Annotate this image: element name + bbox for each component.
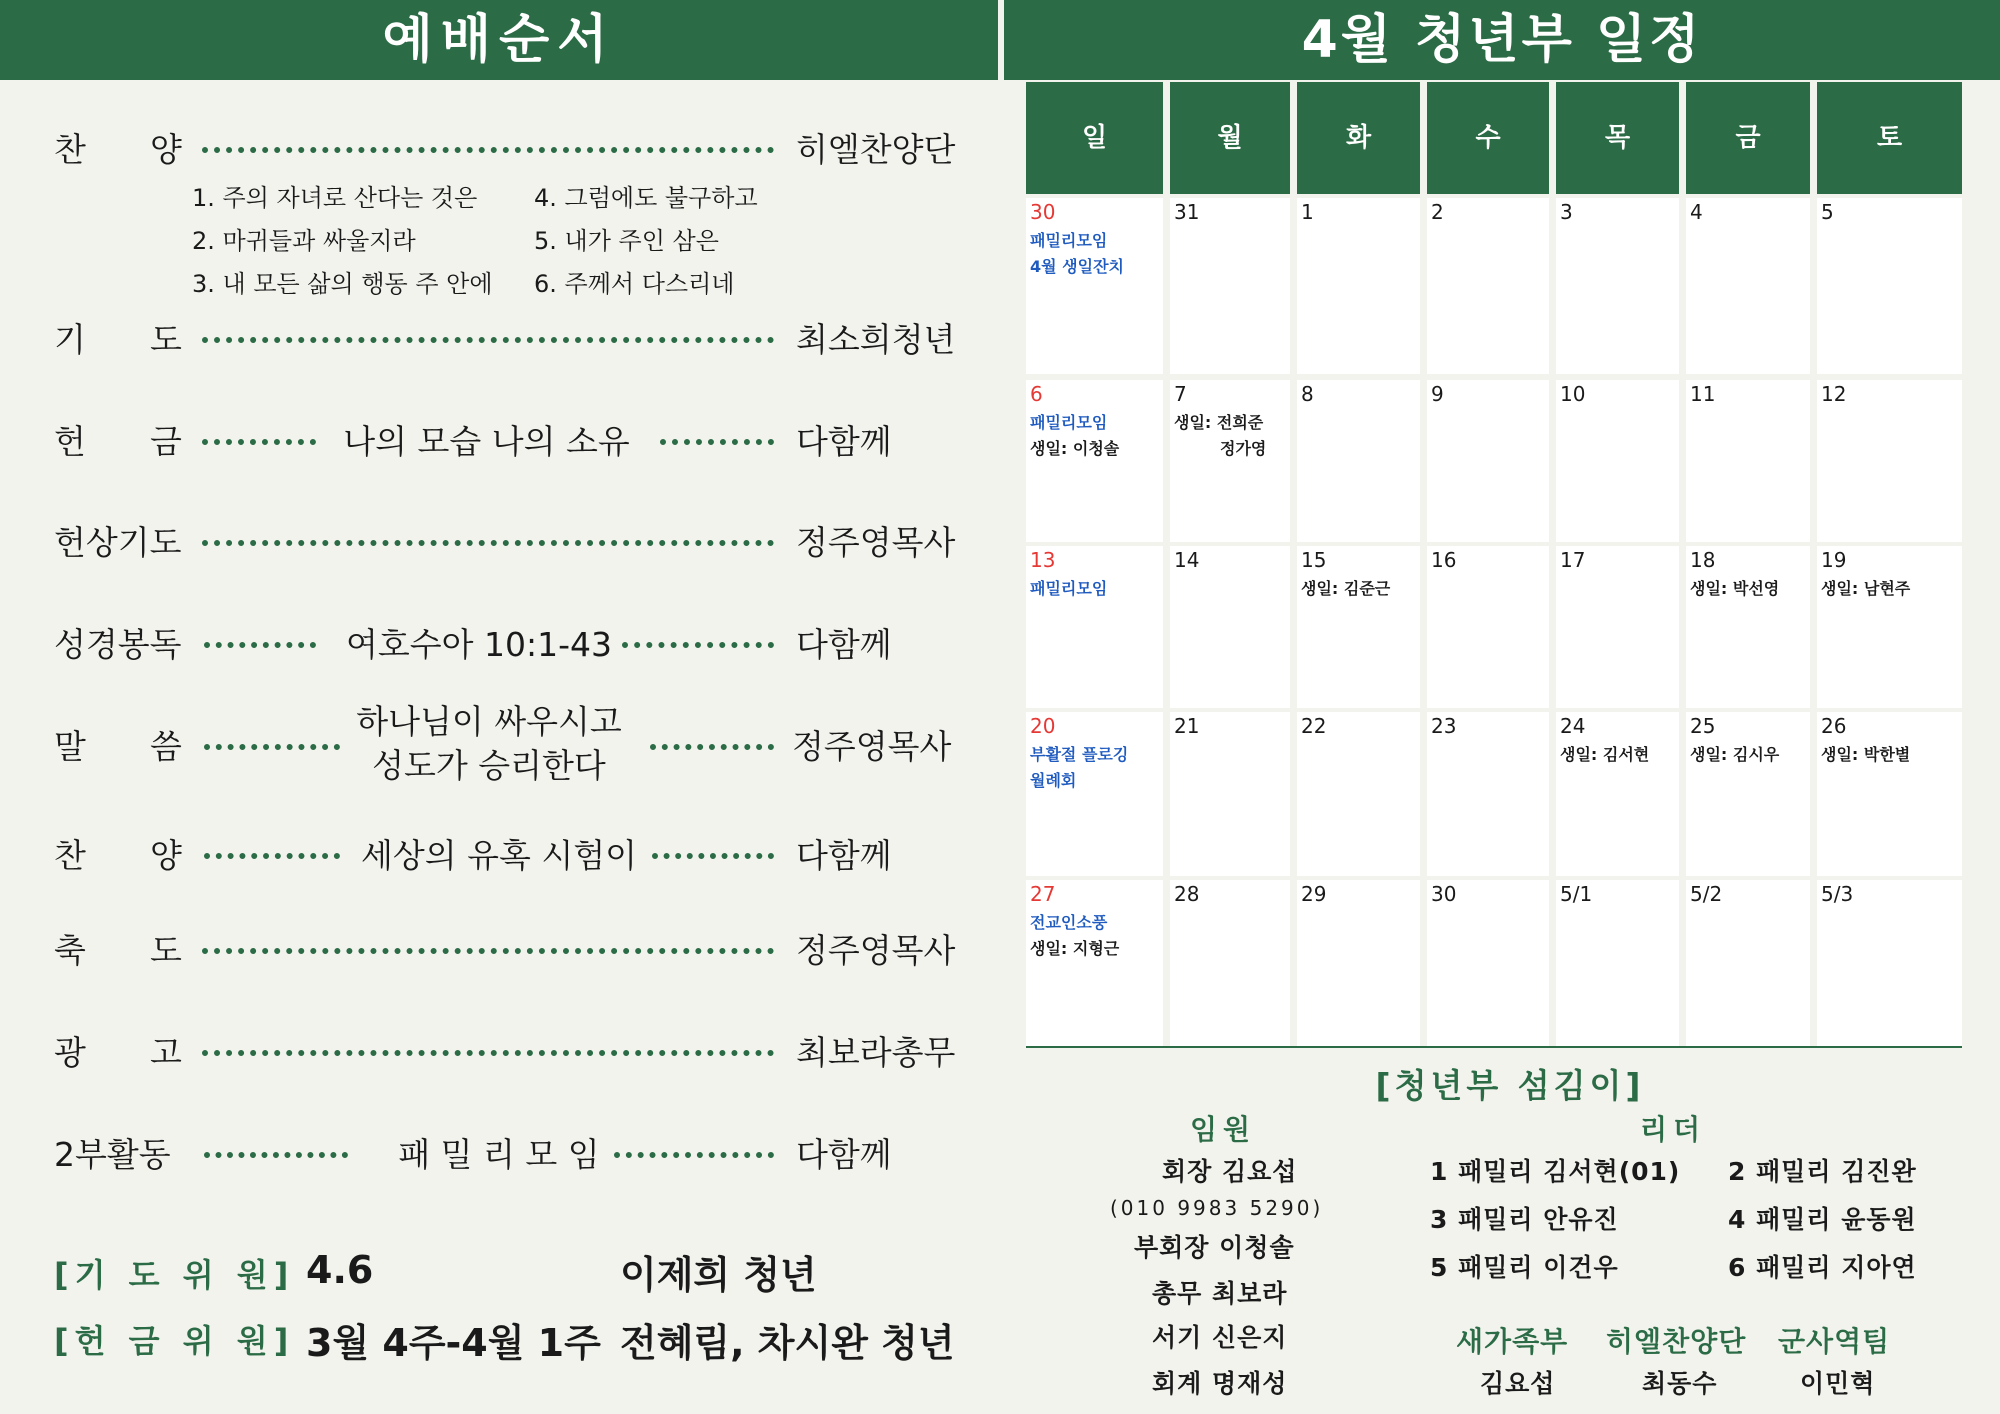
service-row [54, 926, 966, 976]
day-number: 5/1 [1560, 882, 1593, 906]
song-item: 1. 주의 자녀로 산다는 것은 [192, 184, 478, 212]
leader-item: 6 패밀리 지아연 [1728, 1253, 1917, 1282]
day-number: 16 [1431, 548, 1457, 572]
service-item-detail: 패 밀 리 모 임 [398, 1135, 600, 1174]
leader-item: 3 패밀리 안유진 [1430, 1205, 1619, 1234]
service-item-label-char: 씀 [150, 727, 182, 766]
calendar-event: 정가영 [1220, 439, 1267, 458]
day-number: 24 [1560, 714, 1586, 738]
team-name: 새가족부 [1456, 1325, 1569, 1358]
service-item-person: 다함께 [796, 625, 892, 664]
service-item-detail: 나의 모습 나의 소유 [343, 422, 630, 461]
service-item-label-char: 말 [54, 727, 86, 766]
dotted-leader [204, 1152, 348, 1158]
dotted-leader [652, 853, 774, 859]
calendar-day-cell [1817, 880, 1962, 1048]
officer-item: 부회장 이청솔 [1134, 1233, 1295, 1262]
service-item-label-char: 고 [150, 1033, 182, 1072]
dotted-leader [622, 642, 774, 648]
service-item-person: 정주영목사 [796, 931, 956, 970]
calendar-day-cell [1026, 380, 1163, 542]
calendar-event: 생일: 전희준 [1174, 413, 1264, 432]
calendar-event: 패밀리모임 [1030, 579, 1108, 598]
day-number: 2 [1431, 200, 1444, 224]
team-name: 히엘찬양단 [1606, 1325, 1747, 1358]
calendar-event: 패밀리모임 [1030, 231, 1108, 250]
day-number: 14 [1174, 548, 1200, 572]
offering-committee-date: 3월 4주-4월 1주 [306, 1321, 601, 1365]
officers-title: 임원 [1190, 1113, 1257, 1146]
calendar-day-cell [1817, 546, 1962, 708]
service-row [54, 831, 966, 881]
service-item-label [54, 518, 182, 568]
calendar-day-cell [1686, 198, 1810, 374]
service-item-label-text: 성경봉독 [54, 625, 182, 664]
calendar-event: 생일: 박선영 [1690, 579, 1780, 598]
dotted-leader [650, 744, 774, 750]
calendar-day-cell [1556, 546, 1679, 708]
dotted-leader [202, 540, 774, 546]
service-item-person: 히엘찬양단 [796, 130, 956, 169]
day-number: 4 [1690, 200, 1703, 224]
day-number: 15 [1301, 548, 1327, 572]
sermon-title-line: 성도가 승리한다 [372, 746, 606, 785]
calendar-day-cell [1026, 198, 1163, 374]
schedule-header: 4월 청년부 일정 [1004, 0, 2000, 80]
service-item-label-char: 찬 [54, 836, 86, 875]
calendar-bottom-border [1026, 1046, 1962, 1048]
day-number: 29 [1301, 882, 1327, 906]
calendar-event: 생일: 지형근 [1030, 939, 1120, 958]
day-number: 11 [1690, 382, 1716, 406]
calendar-day-cell [1686, 546, 1810, 708]
service-row [54, 702, 966, 785]
service-item-label-char: 찬 [54, 130, 86, 169]
service-row [54, 125, 966, 175]
calendar-day-cell [1556, 880, 1679, 1048]
dotted-leader [204, 642, 316, 648]
calendar-day-cell [1026, 546, 1163, 708]
calendar-day-cell [1297, 546, 1420, 708]
song-item: 5. 내가 주인 삼은 [534, 227, 719, 255]
day-number: 23 [1431, 714, 1457, 738]
service-item-detail: 세상의 유혹 시험이 [360, 836, 637, 875]
sermon-title-line: 하나님이 싸우시고 [356, 702, 622, 741]
calendar-day-cell [1170, 380, 1290, 542]
calendar-day-cell [1170, 880, 1290, 1048]
calendar-event: 패밀리모임 [1030, 413, 1108, 432]
service-item-person: 최보라총무 [796, 1033, 956, 1072]
service-item-label-char: 양 [150, 836, 182, 875]
day-number: 5 [1821, 200, 1834, 224]
service-item-detail [344, 700, 634, 788]
service-item-label [54, 1130, 171, 1180]
calendar-event: 생일: 김시우 [1690, 745, 1780, 764]
song-item: 4. 그럼에도 불구하고 [534, 184, 758, 212]
day-number: 5/2 [1690, 882, 1723, 906]
calendar-day-cell [1297, 880, 1420, 1048]
day-number: 18 [1690, 548, 1716, 572]
service-item-person: 정주영목사 [792, 727, 952, 766]
service-item-label-char: 도 [150, 320, 182, 359]
service-item-label-char: 헌 [54, 422, 86, 461]
offering-committee-label: [헌 금 위 원] [54, 1322, 295, 1360]
calendar-event: 전교인소풍 [1030, 913, 1108, 932]
calendar-day-cell [1297, 198, 1420, 374]
dotted-leader [202, 948, 774, 954]
service-item-person: 다함께 [796, 1135, 892, 1174]
calendar-day-cell [1427, 546, 1549, 708]
calendar-day-cell [1556, 712, 1679, 876]
calendar-event: 생일: 이청솔 [1030, 439, 1120, 458]
day-number: 22 [1301, 714, 1327, 738]
prayer-committee-name: 이제희 청년 [620, 1253, 817, 1297]
song-item: 6. 주께서 다스리네 [534, 270, 735, 298]
weekday-header: 목 [1556, 82, 1679, 194]
day-number: 27 [1030, 882, 1056, 906]
dotted-leader [204, 744, 340, 750]
service-item-detail: 여호수아 10:1-43 [345, 625, 612, 664]
service-item-person: 정주영목사 [796, 523, 956, 562]
weekday-header: 일 [1026, 82, 1163, 194]
day-number: 8 [1301, 382, 1314, 406]
day-number: 5/3 [1821, 882, 1854, 906]
weekday-header: 수 [1427, 82, 1549, 194]
prayer-committee-date: 4.6 [306, 1248, 374, 1292]
service-item-label-char: 도 [150, 931, 182, 970]
dotted-leader [204, 853, 340, 859]
service-row [54, 1130, 966, 1180]
calendar-day-cell [1686, 880, 1810, 1048]
calendar-event: 월례회 [1030, 771, 1077, 790]
song-item: 2. 마귀들과 싸울지라 [192, 227, 416, 255]
service-row [54, 1028, 966, 1078]
calendar-event: 4월 생일잔치 [1030, 257, 1124, 276]
leaders-title: 리더 [1640, 1113, 1707, 1146]
service-item-label-char: 양 [150, 130, 182, 169]
service-item-label-text: 헌상기도 [54, 523, 182, 562]
calendar-day-cell [1297, 380, 1420, 542]
service-row [54, 417, 966, 467]
offering-committee-name: 전혜림, 차시완 청년 [620, 1321, 955, 1365]
dotted-leader [202, 147, 774, 153]
service-item-label [54, 620, 182, 670]
service-item-label-text: 2부활동 [54, 1135, 171, 1174]
calendar-day-cell [1686, 380, 1810, 542]
day-number: 17 [1560, 548, 1586, 572]
dotted-leader [202, 439, 316, 445]
calendar-event: 생일: 박한별 [1821, 745, 1911, 764]
dotted-leader [614, 1152, 774, 1158]
service-item-person: 최소희청년 [796, 320, 956, 359]
service-item-label-char: 축 [54, 931, 86, 970]
leader-item: 1 패밀리 김서현(01) [1430, 1157, 1681, 1186]
calendar-day-cell [1817, 198, 1962, 374]
service-row [54, 518, 966, 568]
leader-item: 5 패밀리 이건우 [1430, 1253, 1619, 1282]
day-number: 20 [1030, 714, 1056, 738]
team-person: 최동수 [1642, 1369, 1718, 1398]
team-name: 군사역팀 [1778, 1325, 1891, 1358]
officer-item: 총무 최보라 [1152, 1279, 1288, 1308]
service-item-person: 다함께 [796, 836, 892, 875]
day-number: 1 [1301, 200, 1314, 224]
officer-item: 회장 김요섭 [1162, 1157, 1298, 1186]
leader-item: 4 패밀리 윤동원 [1728, 1205, 1917, 1234]
calendar-day-cell [1427, 880, 1549, 1048]
day-number: 25 [1690, 714, 1716, 738]
calendar-day-cell [1026, 712, 1163, 876]
day-number: 7 [1174, 382, 1187, 406]
weekday-header: 토 [1817, 82, 1962, 194]
officer-item: 서기 신은지 [1152, 1323, 1288, 1352]
team-person: 이민혁 [1800, 1369, 1876, 1398]
day-number: 30 [1030, 200, 1056, 224]
service-item-label-char: 광 [54, 1033, 86, 1072]
prayer-committee-label: [기 도 위 원] [54, 1256, 295, 1294]
song-item: 3. 내 모든 삶의 행동 주 안에 [192, 270, 493, 298]
dotted-leader [660, 439, 774, 445]
calendar-event: 부활절 플로깅 [1030, 745, 1129, 764]
day-number: 30 [1431, 882, 1457, 906]
team-person: 김요섭 [1480, 1369, 1556, 1398]
calendar-day-cell [1556, 198, 1679, 374]
day-number: 12 [1821, 382, 1847, 406]
order-of-service-header: 예배순서 [0, 0, 998, 80]
dotted-leader [202, 337, 774, 343]
calendar-event: 생일: 김준근 [1301, 579, 1391, 598]
calendar-day-cell [1556, 380, 1679, 542]
servers-title: [청년부 섬김이] [1375, 1066, 1645, 1105]
day-number: 31 [1174, 200, 1200, 224]
calendar-day-cell [1297, 712, 1420, 876]
calendar-day-cell [1427, 380, 1549, 542]
day-number: 9 [1431, 382, 1444, 406]
calendar-day-cell [1817, 712, 1962, 876]
calendar-event: 생일: 남현주 [1821, 579, 1911, 598]
calendar-day-cell [1427, 712, 1549, 876]
day-number: 28 [1174, 882, 1200, 906]
calendar-event: 생일: 김서현 [1560, 745, 1650, 764]
calendar-day-cell [1427, 198, 1549, 374]
calendar-day-cell [1817, 380, 1962, 542]
day-number: 26 [1821, 714, 1847, 738]
service-row [54, 315, 966, 365]
service-item-label-char: 금 [150, 422, 182, 461]
april-calendar [1026, 82, 1962, 1048]
calendar-day-cell [1170, 546, 1290, 708]
officer-item: 회계 명재성 [1152, 1369, 1288, 1398]
day-number: 3 [1560, 200, 1573, 224]
service-item-label-char: 기 [54, 320, 86, 359]
officer-item: (010 9983 5290) [1110, 1196, 1324, 1220]
day-number: 21 [1174, 714, 1200, 738]
service-row [54, 620, 966, 670]
calendar-day-cell [1686, 712, 1810, 876]
weekday-header: 화 [1297, 82, 1420, 194]
calendar-day-cell [1170, 712, 1290, 876]
day-number: 6 [1030, 382, 1043, 406]
calendar-day-cell [1170, 198, 1290, 374]
weekday-header: 월 [1170, 82, 1290, 194]
weekday-header: 금 [1686, 82, 1810, 194]
day-number: 19 [1821, 548, 1847, 572]
dotted-leader [202, 1050, 774, 1056]
day-number: 13 [1030, 548, 1056, 572]
day-number: 10 [1560, 382, 1586, 406]
service-item-person: 다함께 [796, 422, 892, 461]
calendar-day-cell [1026, 880, 1163, 1048]
leader-item: 2 패밀리 김진완 [1728, 1157, 1917, 1186]
